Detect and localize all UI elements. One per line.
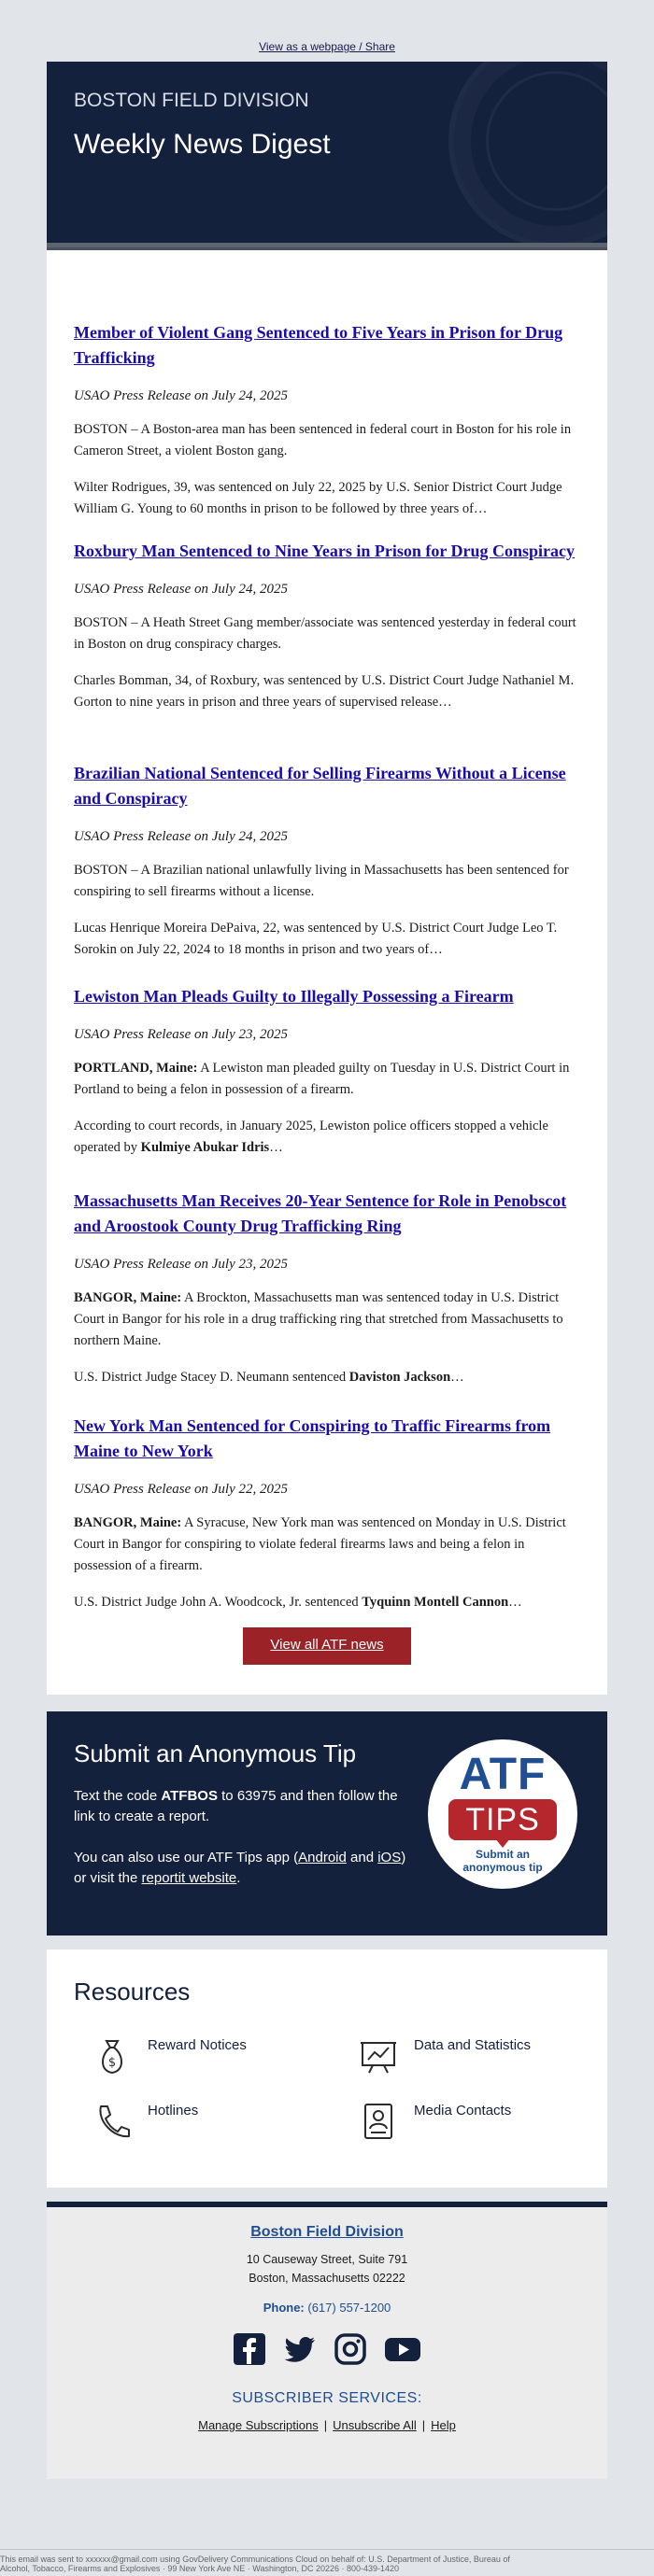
news-section	[47, 250, 607, 1695]
tip-sms-tail: to 63975 and then follow the link to create a report.	[74, 1788, 398, 1824]
address-line-1: 10 Causeway Street, Suite 791	[246, 2253, 408, 2266]
article-title	[74, 1413, 580, 1463]
reportit-website-link[interactable]: reportit website	[141, 1870, 237, 1886]
article-title-link[interactable]: New York Man Sentenced for Conspiring to Traffic Firearms from Maine to New York	[74, 1416, 551, 1460]
unsubscribe-all-link[interactable]: Unsubscribe All	[333, 2418, 417, 2432]
article-excerpt	[74, 477, 580, 520]
article-summary-text: A Syracuse, New York man was sentenced on Monday in U.S. District Court in Bangor for conspiring to violate federal firearms laws and being a felon in possession of a firearm.	[74, 1515, 566, 1573]
article-meta: USAO Press Release on July 24, 2025	[74, 829, 288, 844]
subscriber-links	[47, 2418, 607, 2432]
resource-label: Hotlines	[148, 2103, 199, 2119]
article-title	[74, 983, 580, 1008]
article-title-link[interactable]: Massachusetts Man Receives 20-Year Sentence for Role in Penobscot and Aroostook County Drug Trafficking Ring	[74, 1191, 567, 1235]
article-dateline: BANGOR, Maine:	[74, 1290, 182, 1305]
article-excerpt	[74, 670, 580, 713]
article-title	[74, 319, 580, 370]
article-meta: USAO Press Release on July 23, 2025	[74, 1027, 288, 1042]
article-title-link[interactable]: Brazilian National Sentenced for Selling Firearms Without a License and Conspiracy	[74, 764, 566, 808]
address-line-2: Boston, Massachusetts 02222	[249, 2272, 405, 2285]
contact-card-icon	[360, 2101, 397, 2142]
article-excerpt-name: Kulmiye Abukar Idris	[140, 1140, 270, 1155]
article-excerpt-text: According to court records, in January 2025, Lewiston police officers stopped a vehicle operated by	[74, 1119, 548, 1155]
office-name-link[interactable]: Boston Field Division	[250, 2224, 404, 2240]
article-title	[74, 1188, 580, 1238]
footer-phone	[47, 2301, 607, 2315]
header-divider	[47, 243, 607, 250]
facebook-icon[interactable]	[233, 2332, 266, 2371]
subscriber-services-label: SUBSCRIBER SERVICES:	[232, 2390, 422, 2406]
article-summary	[74, 860, 580, 903]
atf-tips-logo-subtitle	[428, 1848, 577, 1874]
article-excerpt-name: Daviston Jackson	[348, 1370, 451, 1385]
phone-label: Phone:	[263, 2301, 305, 2315]
article-excerpt-text: U.S. District Judge John A. Woodcock, Jr. sentenced	[74, 1595, 363, 1610]
article-summary-text: BOSTON – A Heath Street Gang member/associate was sentenced yesterday in federal court in Boston on drug conspiracy charges.	[74, 615, 576, 652]
newsletter-header	[47, 62, 607, 250]
article	[74, 1188, 580, 1388]
article-excerpt	[74, 918, 580, 961]
link-separator: |	[421, 2418, 426, 2432]
article-excerpt-ellipsis: …	[450, 1370, 464, 1385]
article-excerpt	[74, 1367, 580, 1388]
money-bag-icon	[93, 2035, 131, 2076]
article-meta: USAO Press Release on July 24, 2025	[74, 388, 288, 403]
disclaimer-line-1: This email was sent to xxxxxx@gmail.com using GovDelivery Communications Cloud on behalf of: U.S. Department of Justice, Bureau of	[0, 2555, 510, 2564]
chart-board-icon	[360, 2035, 397, 2076]
logo-sub-line1: Submit an	[475, 1848, 530, 1861]
link-separator: |	[323, 2418, 328, 2432]
tip-visit-text: ) or visit the	[74, 1850, 406, 1886]
view-all-news-button[interactable]: View all ATF news	[243, 1627, 411, 1665]
division-label: BOSTON FIELD DIVISION	[74, 90, 309, 111]
tip-period: .	[236, 1870, 241, 1886]
help-link[interactable]: Help	[431, 2418, 456, 2432]
article-title	[74, 538, 580, 563]
article	[74, 983, 580, 1159]
tip-app-text	[74, 1848, 410, 1889]
article-summary	[74, 1288, 580, 1352]
article	[74, 1413, 580, 1613]
view-as-webpage-link[interactable]: View as a webpage / Share	[259, 40, 395, 53]
article-meta: USAO Press Release on July 24, 2025	[74, 582, 288, 597]
ios-app-link[interactable]: iOS	[377, 1850, 402, 1865]
footer-address	[47, 2250, 607, 2287]
atf-tips-logo-icon[interactable]	[428, 1739, 577, 1889]
manage-subscriptions-link[interactable]: Manage Subscriptions	[198, 2418, 319, 2432]
article-excerpt	[74, 1116, 580, 1159]
social-links	[47, 2332, 607, 2371]
article-summary	[74, 1513, 580, 1577]
article-summary	[74, 1058, 580, 1101]
article-excerpt-ellipsis: …	[269, 1140, 283, 1155]
article-summary-text: BOSTON – A Boston-area man has been sentenced in federal court in Boston for his role in Cameron Street, a violent Boston gang.	[74, 422, 572, 458]
disclaimer-text	[0, 2555, 654, 2573]
tip-app-lead: You can also use our ATF Tips app (	[74, 1850, 299, 1865]
article	[74, 319, 580, 520]
article-excerpt-text: Wilter Rodrigues, 39, was sentenced on July 22, 2025 by U.S. Senior District Court Judge William G. Young to 60 months in prison to be followed by three years of…	[74, 480, 562, 516]
article	[74, 760, 580, 961]
article-dateline: PORTLAND, Maine:	[74, 1061, 198, 1076]
tip-sms-lead: Text the code	[74, 1788, 162, 1804]
atf-tips-logo-tips: TIPS	[448, 1799, 557, 1840]
tip-title: Submit an Anonymous Tip	[74, 1739, 357, 1767]
resources-section	[47, 1950, 607, 2188]
instagram-icon[interactable]	[334, 2332, 367, 2371]
article-summary-text: BOSTON – A Brazilian national unlawfully living in Massachusetts has been sentenced for conspiring to sell firearms without a license.	[74, 863, 569, 899]
article-title-link[interactable]: Lewiston Man Pleads Guilty to Illegally Possessing a Firearm	[74, 987, 514, 1006]
article	[74, 538, 580, 713]
article-excerpt-text: Lucas Henrique Moreira DePaiva, 22, was sentenced by U.S. District Court Judge Leo T. Sorokin on July 22, 2024 to 18 months in prison and two years of…	[74, 921, 558, 957]
svg-text:$: $	[107, 2056, 117, 2070]
article-summary-text: A Brockton, Massachusetts man was sentenced today in U.S. District Court in Bangor for his role in a drug trafficking ring that stretched from Massachusetts to northern Maine.	[74, 1290, 563, 1348]
phone-icon	[93, 2101, 131, 2142]
tip-text	[74, 1786, 410, 1889]
speech-bubble-tail	[495, 1838, 510, 1848]
tip-sms-text	[74, 1786, 410, 1827]
article-excerpt	[74, 1592, 580, 1613]
page-title: Weekly News Digest	[74, 129, 331, 160]
article-excerpt-name: Tyquinn Montell Cannon	[362, 1595, 509, 1610]
top-bar	[0, 0, 654, 62]
view-all-wrap	[47, 1627, 607, 1665]
footer	[47, 2202, 607, 2479]
android-app-link[interactable]: Android	[298, 1850, 347, 1865]
article-dateline: BANGOR, Maine:	[74, 1515, 182, 1530]
article-excerpt-text: Charles Bomman, 34, of Roxbury, was sentenced by U.S. District Court Judge Nathaniel M. Gorton to nine years in prison and three years of supervised release…	[74, 673, 575, 710]
footer-office-name	[47, 2224, 607, 2241]
logo-sub-line2: anonymous tip	[462, 1861, 543, 1874]
disclaimer-line-2: Alcohol, Tobacco, Firearms and Explosives · 99 New York Ave NE · Washington, DC 20226 · 800-439-1420	[0, 2564, 400, 2573]
atf-tips-logo-atf: ATF	[459, 1750, 547, 1799]
youtube-icon[interactable]	[384, 2332, 421, 2371]
article-summary	[74, 612, 580, 655]
article-title	[74, 760, 580, 810]
anonymous-tip-section	[47, 1711, 607, 1936]
article-excerpt-ellipsis: …	[508, 1595, 522, 1610]
resource-label: Reward Notices	[148, 2037, 247, 2053]
footer-top-rule	[47, 2202, 607, 2207]
phone-number: (617) 557-1200	[304, 2301, 391, 2315]
article-title-link[interactable]: Roxbury Man Sentenced to Nine Years in Prison for Drug Conspiracy	[74, 542, 575, 560]
article-summary	[74, 419, 580, 462]
resources-title: Resources	[74, 1978, 191, 2006]
article-summary-text: A Lewiston man pleaded guilty on Tuesday in U.S. District Court in Portland to being a felon in possession of a firearm.	[74, 1061, 570, 1097]
twitter-icon[interactable]	[283, 2332, 317, 2371]
article-meta: USAO Press Release on July 22, 2025	[74, 1482, 288, 1497]
article-meta: USAO Press Release on July 23, 2025	[74, 1257, 288, 1272]
article-excerpt-text: U.S. District Judge Stacey D. Neumann sentenced	[74, 1370, 349, 1385]
resource-label: Data and Statistics	[414, 2037, 532, 2053]
resource-label: Media Contacts	[414, 2103, 512, 2119]
disclaimer-divider	[0, 2549, 654, 2550]
article-title-link[interactable]: Member of Violent Gang Sentenced to Five Years in Prison for Drug Trafficking	[74, 323, 563, 367]
tip-code: ATFBOS	[161, 1788, 218, 1804]
tip-and: and	[346, 1850, 378, 1865]
